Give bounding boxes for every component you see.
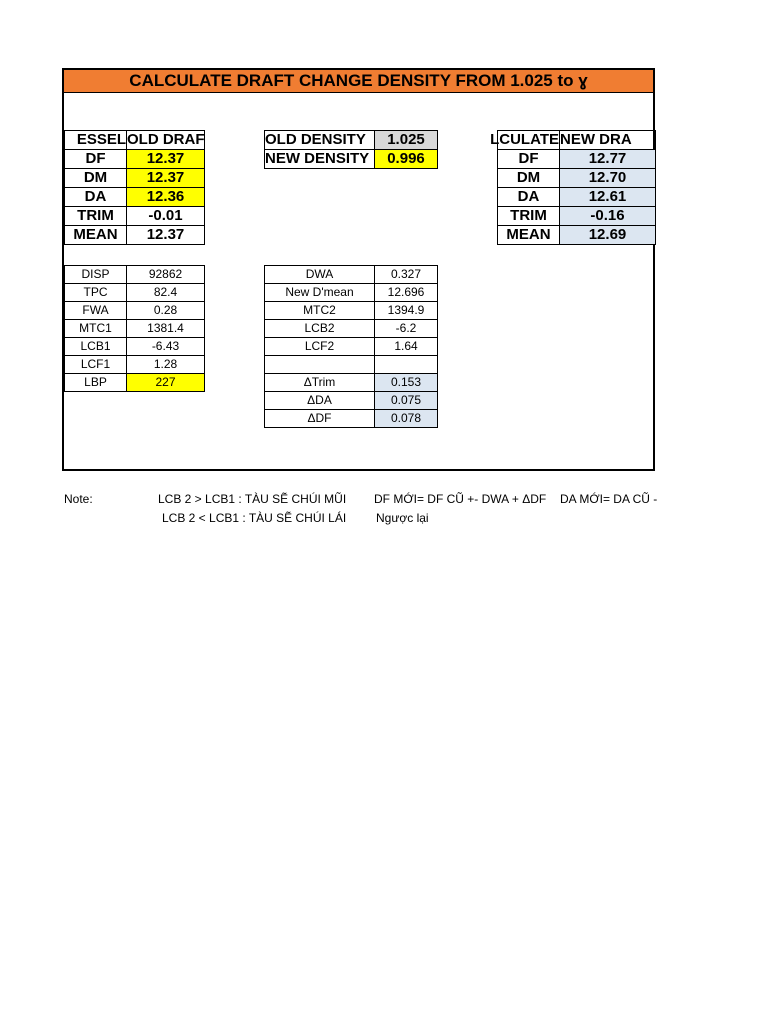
calc-row-delta-da bbox=[265, 392, 438, 410]
new-draft-row-dm bbox=[498, 169, 656, 188]
param-label: LCB1 bbox=[65, 338, 127, 356]
old-draft-header bbox=[65, 131, 205, 150]
note-lcb-bow: LCB 2 > LCB1 : TÀU SẼ CHÚI MŨI bbox=[158, 492, 347, 506]
new-draft-da-value: 12.61 bbox=[560, 188, 656, 207]
new-density-label: NEW DENSITY bbox=[265, 150, 375, 169]
calc-row-lcf2 bbox=[265, 338, 438, 356]
param-value: 92862 bbox=[127, 266, 205, 284]
new-draft-row-df bbox=[498, 150, 656, 169]
note-label: Note: bbox=[64, 492, 93, 506]
calc-value: 0.078 bbox=[375, 410, 438, 428]
calc-value: 12.696 bbox=[375, 284, 438, 302]
old-draft-mean-value: 12.37 bbox=[127, 226, 205, 245]
calc-row-mtc2 bbox=[265, 302, 438, 320]
calc-row-lcb2 bbox=[265, 320, 438, 338]
old-draft-header-left: ESSEL bbox=[65, 131, 127, 150]
calc-label: New D'mean bbox=[265, 284, 375, 302]
param-label: LCF1 bbox=[65, 356, 127, 374]
calc-label: DWA bbox=[265, 266, 375, 284]
calc-value: 0.075 bbox=[375, 392, 438, 410]
new-density-input[interactable]: 0.996 bbox=[375, 150, 438, 169]
param-row-lcb1 bbox=[65, 338, 205, 356]
new-draft-label: DA bbox=[498, 188, 560, 207]
param-value: 1381.4 bbox=[127, 320, 205, 338]
old-draft-row-trim bbox=[65, 207, 205, 226]
new-density-row bbox=[265, 150, 438, 169]
new-draft-row-mean bbox=[498, 226, 656, 245]
new-draft-label: DF bbox=[498, 150, 560, 169]
new-draft-mean-value: 12.69 bbox=[560, 226, 656, 245]
calc-label: ΔDF bbox=[265, 410, 375, 428]
sheet-title: CALCULATE DRAFT CHANGE DENSITY FROM 1.025 to ɣ bbox=[64, 70, 653, 93]
new-draft-label: TRIM bbox=[498, 207, 560, 226]
new-draft-header-right: NEW DRA bbox=[560, 131, 656, 150]
old-draft-row-da bbox=[65, 188, 205, 207]
param-value: 0.28 bbox=[127, 302, 205, 320]
calc-label: MTC2 bbox=[265, 302, 375, 320]
old-draft-dm-input[interactable]: 12.37 bbox=[127, 169, 205, 188]
old-draft-trim-value: -0.01 bbox=[127, 207, 205, 226]
param-row-lcf1 bbox=[65, 356, 205, 374]
param-row-fwa bbox=[65, 302, 205, 320]
calc-value: 1394.9 bbox=[375, 302, 438, 320]
param-row-lbp bbox=[65, 374, 205, 392]
calc-params-table bbox=[264, 265, 438, 428]
new-draft-header-left: LCULATE bbox=[490, 131, 559, 148]
calc-row-dwa bbox=[265, 266, 438, 284]
old-draft-row-df bbox=[65, 150, 205, 169]
param-label: LBP bbox=[65, 374, 127, 392]
calc-label bbox=[265, 356, 375, 374]
density-table bbox=[264, 130, 438, 169]
old-draft-label: DM bbox=[65, 169, 127, 188]
calc-value bbox=[375, 356, 438, 374]
new-draft-row-trim bbox=[498, 207, 656, 226]
new-draft-dm-value: 12.70 bbox=[560, 169, 656, 188]
calc-label: LCF2 bbox=[265, 338, 375, 356]
old-draft-table bbox=[64, 130, 205, 245]
notes-section bbox=[0, 490, 768, 530]
calc-value: 1.64 bbox=[375, 338, 438, 356]
ship-params-table bbox=[64, 265, 205, 392]
old-density-row bbox=[265, 131, 438, 150]
draft-calculation-sheet bbox=[62, 68, 655, 471]
new-draft-table bbox=[490, 130, 656, 245]
new-draft-label: MEAN bbox=[498, 226, 560, 245]
old-draft-da-input[interactable]: 12.36 bbox=[127, 188, 205, 207]
note-reverse: Ngược lại bbox=[376, 511, 429, 525]
calc-row-delta-df bbox=[265, 410, 438, 428]
calc-value: -6.2 bbox=[375, 320, 438, 338]
calc-value: 0.327 bbox=[375, 266, 438, 284]
old-density-label: OLD DENSITY bbox=[265, 131, 375, 150]
old-draft-df-input[interactable]: 12.37 bbox=[127, 150, 205, 169]
old-draft-label: DA bbox=[65, 188, 127, 207]
old-draft-row-dm bbox=[65, 169, 205, 188]
param-label: TPC bbox=[65, 284, 127, 302]
new-draft-label: DM bbox=[498, 169, 560, 188]
lbp-input[interactable]: 227 bbox=[127, 374, 205, 392]
old-draft-label: TRIM bbox=[65, 207, 127, 226]
new-draft-df-value: 12.77 bbox=[560, 150, 656, 169]
old-draft-label: MEAN bbox=[65, 226, 127, 245]
old-draft-label: DF bbox=[65, 150, 127, 169]
calc-row-new-dmean bbox=[265, 284, 438, 302]
calc-value: 0.153 bbox=[375, 374, 438, 392]
note-da-formula: DA MỚI= DA CŨ - bbox=[560, 492, 658, 506]
param-value: -6.43 bbox=[127, 338, 205, 356]
old-draft-header-right: OLD DRAF bbox=[127, 131, 205, 148]
calc-label: LCB2 bbox=[265, 320, 375, 338]
param-label: FWA bbox=[65, 302, 127, 320]
calc-label: ΔTrim bbox=[265, 374, 375, 392]
param-row-disp bbox=[65, 266, 205, 284]
calc-row-delta-trim bbox=[265, 374, 438, 392]
new-draft-row-da bbox=[498, 188, 656, 207]
note-df-formula: DF MỚI= DF CŨ +- DWA + ΔDF bbox=[374, 492, 547, 506]
old-density-value: 1.025 bbox=[375, 131, 438, 150]
calc-label: ΔDA bbox=[265, 392, 375, 410]
param-value: 82.4 bbox=[127, 284, 205, 302]
new-draft-header bbox=[498, 131, 656, 150]
param-label: DISP bbox=[65, 266, 127, 284]
note-lcb-stern: LCB 2 < LCB1 : TÀU SẼ CHÚI LÁI bbox=[162, 511, 347, 525]
param-row-tpc bbox=[65, 284, 205, 302]
param-label: MTC1 bbox=[65, 320, 127, 338]
param-value: 1.28 bbox=[127, 356, 205, 374]
old-draft-row-mean bbox=[65, 226, 205, 245]
calc-row-empty bbox=[265, 356, 438, 374]
param-row-mtc1 bbox=[65, 320, 205, 338]
new-draft-trim-value: -0.16 bbox=[560, 207, 656, 226]
